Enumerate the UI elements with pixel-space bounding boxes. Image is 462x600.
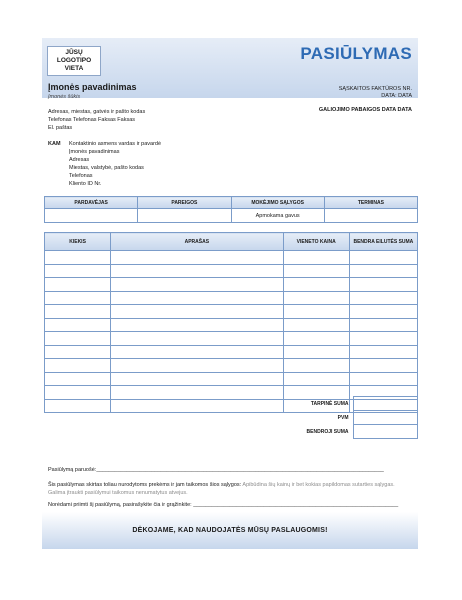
unit-price-cell[interactable] — [283, 291, 349, 305]
totals-table — [285, 396, 418, 439]
table-row — [45, 372, 418, 386]
recipient-contact: Kontaktinio asmens vardas ir pavardė — [69, 141, 162, 147]
document-title: PASIŪLYMAS — [300, 44, 412, 63]
footer-band — [42, 512, 418, 549]
subtotal-value[interactable] — [353, 397, 418, 411]
line-total-cell[interactable] — [349, 345, 417, 359]
quote-document — [42, 38, 418, 550]
qty-cell[interactable] — [45, 305, 111, 319]
items-header-line-total: BENDRA EILUTĖS SUMA — [349, 233, 417, 251]
terms-header-payment: MOKĖJIMO SĄLYGOS — [231, 197, 324, 209]
description-cell[interactable] — [111, 399, 283, 413]
recipient-phone: Telefonas — [69, 173, 93, 179]
recipient-city: Miestas, valstybė, pašto kodas — [69, 165, 144, 171]
description-cell[interactable] — [111, 318, 283, 332]
acceptance-line — [48, 502, 412, 508]
description-cell[interactable] — [111, 278, 283, 292]
table-row — [45, 291, 418, 305]
description-cell[interactable] — [111, 359, 283, 373]
unit-price-cell[interactable] — [283, 359, 349, 373]
company-motto: Įmonės šūkis — [48, 94, 81, 100]
line-total-cell[interactable] — [349, 359, 417, 373]
logo-placeholder: JŪSŲ LOGOTIPO VIETA — [47, 46, 101, 76]
phone-fax-line: Telefonas Telefonas Faksas Faksas — [48, 117, 136, 123]
company-address — [48, 108, 145, 132]
table-row — [45, 278, 418, 292]
expiry-date: GALIOJIMO PABAIGOS DATA DATA — [318, 107, 412, 113]
tax-value[interactable] — [353, 411, 418, 425]
terms-table — [44, 196, 418, 223]
items-header-description: APRAŠAS — [111, 233, 283, 251]
total-label: BENDROJI SUMA — [306, 428, 349, 435]
recipient-address: Adresas — [69, 157, 90, 163]
description-cell[interactable] — [111, 386, 283, 400]
email-line: El. paštas — [48, 125, 73, 131]
description-cell[interactable] — [111, 372, 283, 386]
qty-cell[interactable] — [45, 291, 111, 305]
prepared-by-label: Pasiūlymą paruošė: — [48, 467, 97, 473]
description-cell[interactable] — [111, 264, 283, 278]
line-total-cell[interactable] — [349, 318, 417, 332]
line-total-cell[interactable] — [349, 264, 417, 278]
description-cell[interactable] — [111, 332, 283, 346]
table-row — [45, 318, 418, 332]
line-total-cell[interactable] — [349, 251, 417, 265]
signature-blank[interactable]: ___________________________________________________________________ — [193, 502, 399, 508]
unit-price-cell[interactable] — [283, 318, 349, 332]
qty-cell[interactable] — [45, 386, 111, 400]
validity-placeholder[interactable]: Apibūdina šių kainų ir bet kokias papildomas sutarties sąlygas. Galima įtraukti pasiūlymui taikomus nenumatytus atvejus. — [48, 482, 395, 496]
terms-cell-payment[interactable]: Apmokama gavus — [231, 209, 324, 223]
table-row — [45, 332, 418, 346]
line-total-cell[interactable] — [349, 291, 417, 305]
description-cell[interactable] — [111, 345, 283, 359]
tax-label: PVM — [337, 414, 349, 421]
line-total-cell[interactable] — [349, 372, 417, 386]
total-value[interactable] — [353, 425, 418, 439]
recipient-company: Įmonės pavadinimas — [69, 149, 120, 155]
qty-cell[interactable] — [45, 278, 111, 292]
line-total-cell[interactable] — [349, 305, 417, 319]
validity-note — [48, 481, 412, 497]
validity-text: Šis pasiūlymas skirtas toliau nurodytoms prekėms ir jam taikomos šios sąlygos: — [48, 482, 242, 488]
line-total-cell[interactable] — [349, 332, 417, 346]
table-row — [45, 345, 418, 359]
table-row — [45, 359, 418, 373]
description-cell[interactable] — [111, 291, 283, 305]
unit-price-cell[interactable] — [283, 305, 349, 319]
quote-date: DATA: DATA — [381, 93, 412, 99]
prepared-by-line — [48, 467, 413, 473]
company-name: Įmonės pavadinimas — [48, 82, 137, 92]
subtotal-label: TARPINĖ SUMA — [310, 400, 349, 407]
items-header-unit-price: VIENETO KAINA — [283, 233, 349, 251]
recipient-label: KAM — [48, 141, 61, 147]
qty-cell[interactable] — [45, 372, 111, 386]
terms-header-position: PAREIGOS — [138, 197, 231, 209]
unit-price-cell[interactable] — [283, 278, 349, 292]
qty-cell[interactable] — [45, 251, 111, 265]
description-cell[interactable] — [111, 305, 283, 319]
prepared-by-blank[interactable]: ______________________________________________________________________________________________ — [96, 467, 384, 473]
unit-price-cell[interactable] — [283, 332, 349, 346]
unit-price-cell[interactable] — [283, 251, 349, 265]
table-row — [45, 264, 418, 278]
terms-header-due: TERMINAS — [324, 197, 417, 209]
recipient-block — [69, 140, 161, 188]
unit-price-cell[interactable] — [283, 345, 349, 359]
unit-price-cell[interactable] — [283, 372, 349, 386]
description-cell[interactable] — [111, 251, 283, 265]
terms-cell-seller[interactable] — [45, 209, 138, 223]
thank-you-message: DĖKOJAME, KAD NAUDOJATĖS MŪSŲ PASLAUGOMIS! — [132, 527, 328, 534]
unit-price-cell[interactable] — [283, 264, 349, 278]
line-total-cell[interactable] — [349, 278, 417, 292]
recipient-client-id: Kliento ID Nr. — [69, 181, 102, 187]
terms-cell-position[interactable] — [138, 209, 231, 223]
qty-cell[interactable] — [45, 264, 111, 278]
table-row — [45, 251, 418, 265]
items-table — [44, 232, 418, 413]
items-body — [45, 251, 418, 413]
invoice-number: SĄSKAITOS FAKTŪROS NR. — [338, 86, 412, 92]
qty-cell[interactable] — [45, 345, 111, 359]
qty-cell[interactable] — [45, 359, 111, 373]
terms-cell-due[interactable] — [324, 209, 417, 223]
address-line: Adresas, miestas, gatvės ir pašto kodas — [48, 109, 146, 115]
qty-cell[interactable] — [45, 399, 111, 413]
terms-header-seller: PARDAVĖJAS — [45, 197, 138, 209]
acceptance-label: Norėdami priimti šį pasiūlymą, pasirašykite čia ir grąžinkite: — [48, 502, 192, 508]
items-header-qty: KIEKIS — [45, 233, 111, 251]
qty-cell[interactable] — [45, 318, 111, 332]
qty-cell[interactable] — [45, 332, 111, 346]
table-row — [45, 305, 418, 319]
